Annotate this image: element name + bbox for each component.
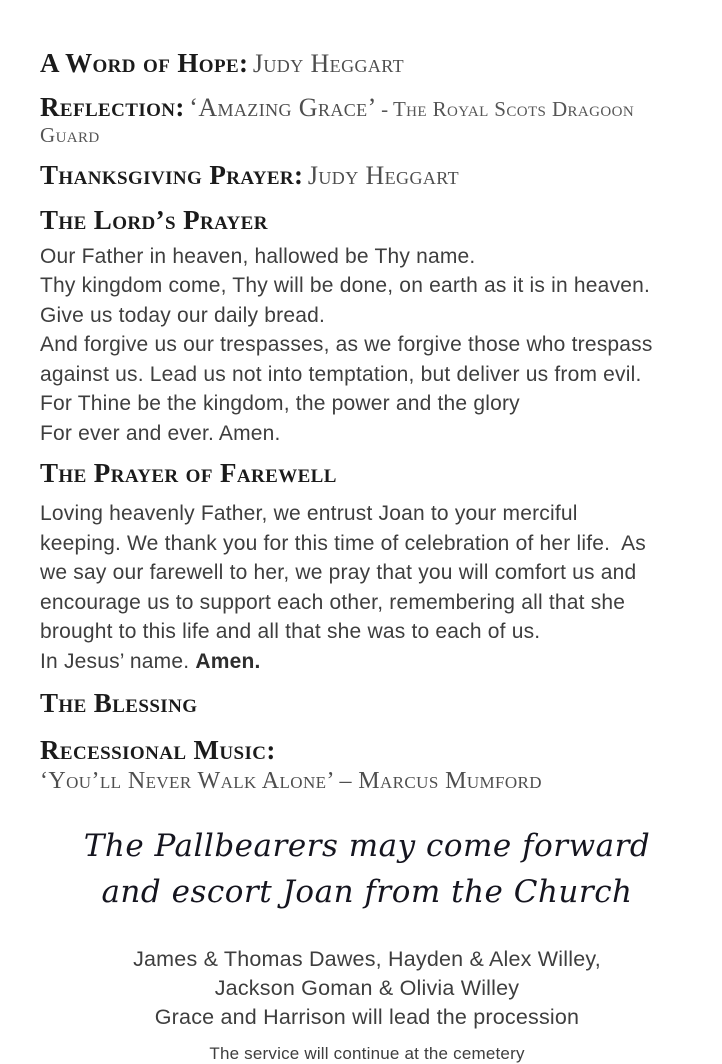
reflection-artist: The Royal Scots Dragoon Guard [40, 97, 635, 148]
blessing-heading: The Blessing [40, 688, 198, 719]
thanksgiving-line [40, 160, 694, 191]
prayer-line: For Thine be the kingdom, the power and the glory [40, 392, 520, 416]
farewell-line: we say our farewell to her, we pray that you will comfort us and [40, 561, 637, 585]
procession-names [40, 945, 694, 1032]
reflection-label: Reflection: [40, 92, 185, 123]
procession-line: James & Thomas Dawes, Hayden & Alex Willey, [133, 947, 601, 972]
reflection-separator: - [381, 97, 389, 122]
recessional-heading: Recessional Music: [40, 735, 276, 766]
lords-prayer-text [40, 242, 694, 449]
farewell-text [40, 499, 694, 676]
lords-prayer-heading: The Lord’s Prayer [40, 204, 268, 235]
farewell-heading: The Prayer of Farewell [40, 458, 337, 489]
farewell-closing-text: In Jesus’ name. [40, 649, 196, 673]
word-of-hope-label: A Word of Hope: [40, 48, 249, 78]
cemetery-note: The service will continue at the cemetery [209, 1044, 525, 1064]
pallbearers-note [40, 823, 694, 915]
reflection-line [40, 92, 694, 147]
word-of-hope-value: Judy Heggart [252, 49, 404, 78]
prayer-line: And forgive us our trespasses, as we forgive those who trespass [40, 333, 653, 357]
prayer-line: Give us today our daily bread. [40, 303, 325, 327]
pallbearers-note-line: The Pallbearers may come forward [83, 828, 651, 865]
recessional-song: ‘You’ll Never Walk Alone’ – Marcus Mumford [40, 768, 542, 795]
prayer-line: For ever and ever. Amen. [40, 421, 281, 445]
procession-line: Grace and Harrison will lead the procession [154, 1005, 580, 1030]
recessional-section [40, 735, 694, 795]
prayer-line: Our Father in heaven, hallowed be Thy name. [40, 244, 476, 268]
thanksgiving-value: Judy Heggart [307, 161, 459, 191]
farewell-line: Loving heavenly Father, we entrust Joan to your merciful [40, 502, 578, 526]
farewell-line: keeping. We thank you for this time of celebration of her life. As [40, 531, 646, 555]
farewell-line: brought to this life and all that she was to each of us. [40, 620, 541, 644]
farewell-closing-line [40, 647, 694, 677]
farewell-line: encourage us to support each other, remembering all that she [40, 590, 626, 614]
prayer-line: Thy kingdom come, Thy will be done, on earth as it is in heaven. [40, 274, 651, 298]
reflection-song: ‘Amazing Grace’ [189, 93, 377, 123]
thanksgiving-label: Thanksgiving Prayer: [40, 160, 304, 191]
word-of-hope-line [40, 48, 694, 79]
pallbearers-note-line: and escort Joan from the Church [101, 874, 633, 911]
farewell-amen: Amen. [195, 649, 261, 673]
prayer-line: against us. Lead us not into temptation, but deliver us from evil. [40, 362, 642, 386]
procession-line: Jackson Goman & Olivia Willey [214, 976, 520, 1001]
